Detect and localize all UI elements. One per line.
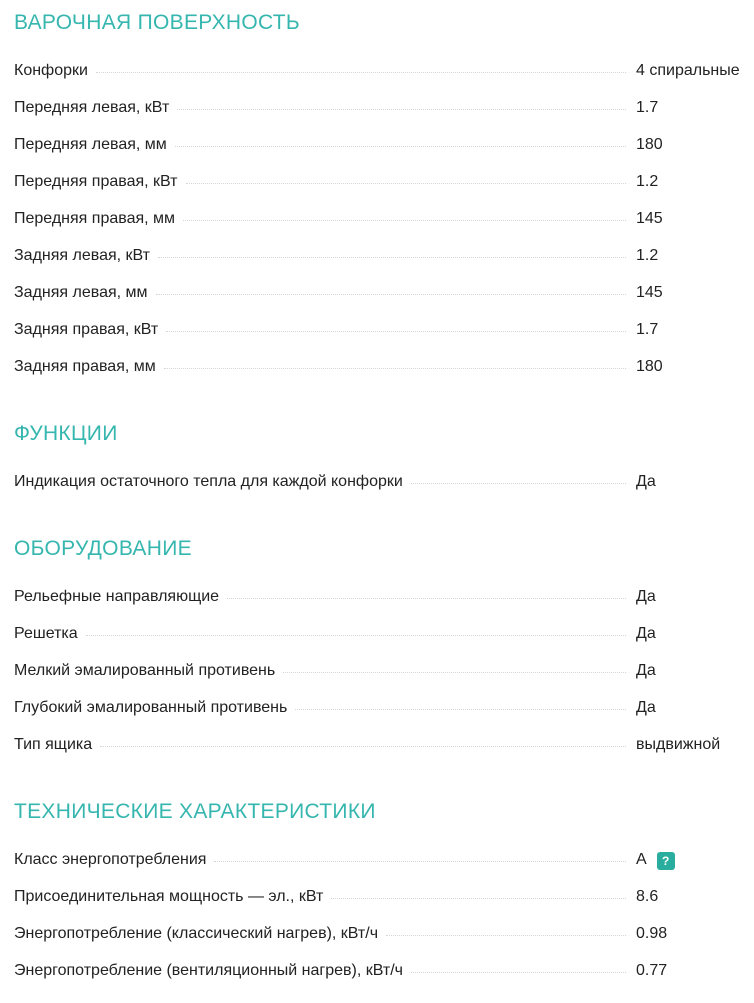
spec-label: Задняя левая, кВт [14, 247, 150, 264]
section-rows [14, 472, 740, 491]
spec-row [14, 887, 740, 906]
spec-label: Класс энергопотребления [14, 851, 207, 868]
spec-value-cell [636, 624, 740, 643]
dotted-leader [156, 294, 626, 295]
spec-value-cell [636, 135, 740, 154]
spec-value: 145 [636, 284, 663, 301]
dotted-leader [158, 257, 626, 258]
spec-value: Да [636, 662, 656, 679]
spec-label: Задняя правая, кВт [14, 321, 159, 338]
spec-value-cell [636, 887, 740, 906]
spec-row [14, 961, 740, 980]
spec-value-cell [636, 924, 740, 943]
spec-value-cell [636, 320, 740, 339]
spec-label: Передняя левая, мм [14, 136, 167, 153]
spec-label: Присоединительная мощность — эл., кВт [14, 888, 324, 905]
spec-row [14, 472, 740, 491]
dotted-leader [186, 183, 627, 184]
section-rows [14, 587, 740, 754]
spec-value: 1.7 [636, 99, 659, 116]
spec-label: Энергопотребление (вентиляционный нагрев), кВт/ч [14, 962, 404, 979]
spec-value: 180 [636, 136, 663, 153]
spec-label: Тип ящика [14, 736, 93, 753]
spec-value: 1.2 [636, 247, 659, 264]
section-rows [14, 61, 740, 376]
dotted-leader [295, 709, 626, 710]
spec-label: Задняя правая, мм [14, 358, 156, 375]
dotted-leader [166, 331, 626, 332]
spec-value-cell [636, 209, 740, 228]
dotted-leader [86, 635, 626, 636]
section-title: ФУНКЦИИ [14, 422, 118, 445]
spec-value: выдвижной [636, 736, 721, 753]
spec-value-cell [636, 961, 740, 980]
spec-value-cell [636, 98, 740, 117]
spec-value-cell [636, 850, 740, 869]
spec-row [14, 283, 740, 302]
spec-value-cell [636, 246, 740, 265]
spec-value: Да [636, 625, 656, 642]
spec-row [14, 624, 740, 643]
spec-label: Рельефные направляющие [14, 588, 220, 605]
dotted-leader [214, 861, 626, 862]
spec-row [14, 209, 740, 228]
spec-row [14, 850, 740, 869]
spec-value-cell [636, 283, 740, 302]
spec-value: Да [636, 699, 656, 716]
spec-row [14, 61, 740, 80]
spec-label: Передняя левая, кВт [14, 99, 170, 116]
spec-label: Глубокий эмалированный противень [14, 699, 288, 716]
spec-value: 145 [636, 210, 663, 227]
dotted-leader [175, 146, 626, 147]
dotted-leader [96, 72, 626, 73]
spec-section-1 [14, 422, 740, 491]
section-title: ТЕХНИЧЕСКИЕ ХАРАКТЕРИСТИКИ [14, 800, 376, 823]
spec-value: 1.2 [636, 173, 659, 190]
dotted-leader [164, 368, 626, 369]
spec-row [14, 98, 740, 117]
dotted-leader [177, 109, 626, 110]
spec-value-cell [636, 735, 740, 754]
spec-section-0 [14, 11, 740, 376]
section-title: ОБОРУДОВАНИЕ [14, 537, 192, 560]
spec-row [14, 357, 740, 376]
spec-row [14, 135, 740, 154]
spec-row [14, 924, 740, 943]
spec-label: Задняя левая, мм [14, 284, 148, 301]
dotted-leader [411, 972, 626, 973]
spec-label: Передняя правая, кВт [14, 173, 178, 190]
spec-label: Решетка [14, 625, 78, 642]
spec-row [14, 246, 740, 265]
spec-value: 1.7 [636, 321, 659, 338]
spec-value: 180 [636, 358, 663, 375]
spec-row [14, 661, 740, 680]
spec-value-cell [636, 61, 740, 80]
spec-value: 4 спиральные [636, 62, 740, 79]
spec-label: Мелкий эмалированный противень [14, 662, 276, 679]
dotted-leader [331, 898, 626, 899]
spec-value-cell [636, 661, 740, 680]
spec-value-cell [636, 698, 740, 717]
spec-value-cell [636, 587, 740, 606]
dotted-leader [227, 598, 626, 599]
spec-value-cell [636, 357, 740, 376]
spec-row [14, 698, 740, 717]
question-mark-glyph: ? [662, 853, 670, 868]
spec-section-2 [14, 537, 740, 754]
help-icon[interactable] [657, 852, 675, 870]
dotted-leader [100, 746, 626, 747]
spec-label: Энергопотребление (классический нагрев), кВт/ч [14, 925, 379, 942]
spec-row [14, 735, 740, 754]
spec-label: Индикация остаточного тепла для каждой конфорки [14, 473, 403, 490]
spec-value: Да [636, 588, 656, 605]
spec-label: Передняя правая, мм [14, 210, 176, 227]
section-title: ВАРОЧНАЯ ПОВЕРХНОСТЬ [14, 11, 300, 34]
section-rows [14, 850, 740, 980]
spec-value: A [636, 851, 647, 868]
spec-value: 0.98 [636, 925, 668, 942]
spec-row [14, 587, 740, 606]
spec-value: Да [636, 473, 656, 490]
spec-label: Конфорки [14, 62, 88, 79]
spec-value: 8.6 [636, 888, 659, 905]
spec-section-3 [14, 800, 740, 980]
spec-value-cell [636, 172, 740, 191]
spec-row [14, 320, 740, 339]
spec-value: 0.77 [636, 962, 668, 979]
dotted-leader [183, 220, 626, 221]
dotted-leader [411, 483, 626, 484]
spec-value-cell [636, 472, 740, 491]
spec-row [14, 172, 740, 191]
product-specs-page [14, 11, 740, 980]
dotted-leader [386, 935, 626, 936]
dotted-leader [283, 672, 626, 673]
